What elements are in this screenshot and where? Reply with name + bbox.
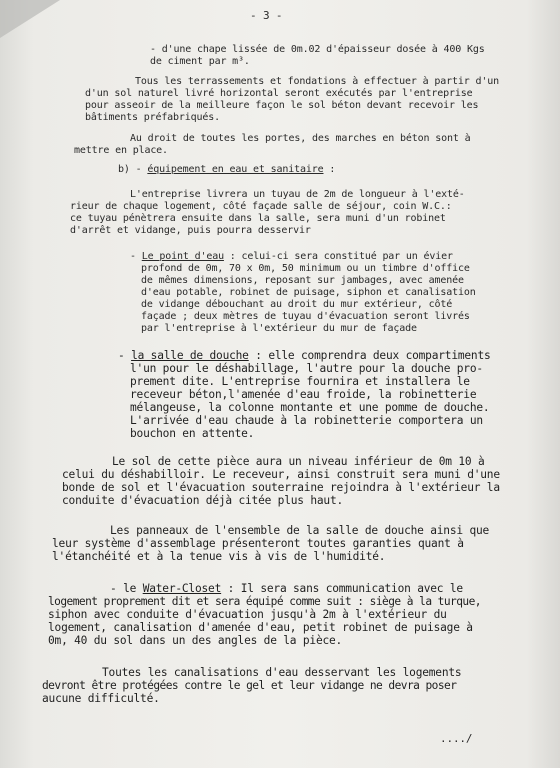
point-eau-prefix: - [130, 251, 142, 262]
point-eau-line-4: d'eau potable, robinet de puisage, siphon et canalisation [141, 287, 476, 298]
wc-prefix: - le [110, 582, 143, 595]
heading-b-title: équipement en eau et sanitaire [147, 164, 324, 175]
tuyau-line-2: rieur de chaque logement, côté façade salle de séjour, coin W.C.: [70, 201, 452, 212]
point-eau-line-5: de vidange débouchant au droit du mur extérieur, côté [141, 299, 453, 310]
chape-line-1: - d'une chape lissée de 0m.02 d'épaisseur dosée à 400 Kgs [150, 44, 485, 55]
wc-first: : Il sera sans communication avec le [221, 582, 463, 595]
chape-line-2: de ciment par m³. [150, 56, 250, 67]
terrassements-line-3: pour asseoir de la meilleure façon le sol béton devant recevoir les [85, 100, 479, 111]
douche-line-6: L'arrivée d'eau chaude à la robinetterie comportera un [130, 414, 483, 427]
panneaux-line-2: leur système d'assemblage présenteront toutes garanties quant à [52, 537, 464, 550]
portes-line-2: mettre en place. [74, 145, 168, 156]
sol-line-3: bonde de sol et l'évacuation souterraine rejoindra à l'extérieur la [62, 481, 500, 494]
point-eau-title: Le point d'eau [141, 251, 224, 262]
douche-first: : elle comprendra deux compartiments [248, 349, 491, 362]
wc-line-1 [110, 582, 463, 595]
page-number: - 3 - [250, 9, 283, 22]
canalisations-line-3: aucune difficulté. [42, 692, 160, 705]
sol-line-4: conduite d'évacuation déjà citée plus haut. [62, 494, 344, 507]
douche-line-4: receveur béton,l'amenée d'eau froide, la robinetterie [130, 388, 477, 401]
douche-line-2: l'un pour le déshabillage, l'autre pour la douche pro- [130, 362, 483, 375]
point-eau-line-2: profond de 0m, 70 x 0m, 50 minimum ou un timbre d'office [141, 263, 470, 274]
panneaux-line-1: Les panneaux de l'ensemble de la salle de douche ainsi que [110, 524, 490, 537]
sol-line-2: celui du déshabilloir. Le receveur, ainsi construit sera muni d'une [62, 468, 500, 481]
canalisations-line-1: Toutes les canalisations d'eau desservant les logements [102, 666, 462, 679]
point-eau-first: : celui-ci sera constitué par un évier [223, 251, 453, 262]
wc-line-5: 0m, 40 du sol dans un des angles de la pièce. [48, 634, 343, 647]
terrassements-line-4: bâtiments préfabriqués. [85, 112, 221, 123]
wc-line-4: logement, canalisation d'amenée d'eau, petit robinet de puisage à [48, 621, 473, 634]
point-eau-line-3: de mêmes dimensions, reposant sur jambages, avec amenée [141, 275, 464, 286]
page-corner-shadow [0, 0, 60, 38]
section-heading-b [118, 164, 335, 176]
wc-title: Water-Closet [142, 582, 222, 595]
douche-title: la salle de douche [131, 349, 249, 362]
point-eau-line-7: par l'entreprise à l'extérieur du mur de façade [141, 323, 417, 334]
douche-line-5: mélangeuse, la colonne montante et une pomme de douche. [130, 401, 490, 414]
canalisations-line-2: devront être protégées contre le gel et leur vidange ne devra poser [42, 679, 457, 692]
tuyau-line-4: d'arrêt et vidange, puis pourra desservir [70, 225, 311, 236]
wc-line-3: siphon avec conduite d'évacuation jusqu'à 2m à l'extérieur du [48, 608, 447, 621]
wc-line-2: logement proprement dit et sera équipé comme suit : siège à la turque, [48, 595, 481, 608]
douche-prefix: - [118, 349, 132, 362]
heading-b-prefix: b) - [118, 164, 148, 175]
terrassements-line-2: d'un sol naturel livré horizontal seront exécutés par l'entreprise [85, 88, 473, 99]
portes-line-1: Au droit de toutes les portes, des marches en béton sont à [130, 133, 471, 144]
douche-line-3: prement dite. L'entreprise fournira et installera le [130, 375, 470, 388]
tuyau-line-1: L'entreprise livrera un tuyau de 2m de longueur à l'exté- [130, 189, 465, 200]
douche-line-7: bouchon en attente. [130, 427, 255, 440]
douche-line-1 [118, 349, 491, 362]
continuation-mark: ..../ [440, 732, 473, 745]
sol-line-1: Le sol de cette pièce aura un niveau inférieur de 0m 10 à [112, 455, 485, 468]
terrassements-line-1: Tous les terrassements et fondations à effectuer à partir d'un [135, 76, 499, 87]
point-eau-line-1 [130, 251, 453, 263]
tuyau-line-3: ce tuyau pénètrera ensuite dans la salle, sera muni d'un robinet [70, 213, 446, 224]
panneaux-line-3: l'étanchéité et à la tenue vis à vis de l'humidité. [52, 550, 386, 563]
heading-b-suffix: : [323, 164, 336, 175]
point-eau-line-6: façade ; deux mètres de tuyau d'évacuation seront livrés [141, 311, 470, 322]
